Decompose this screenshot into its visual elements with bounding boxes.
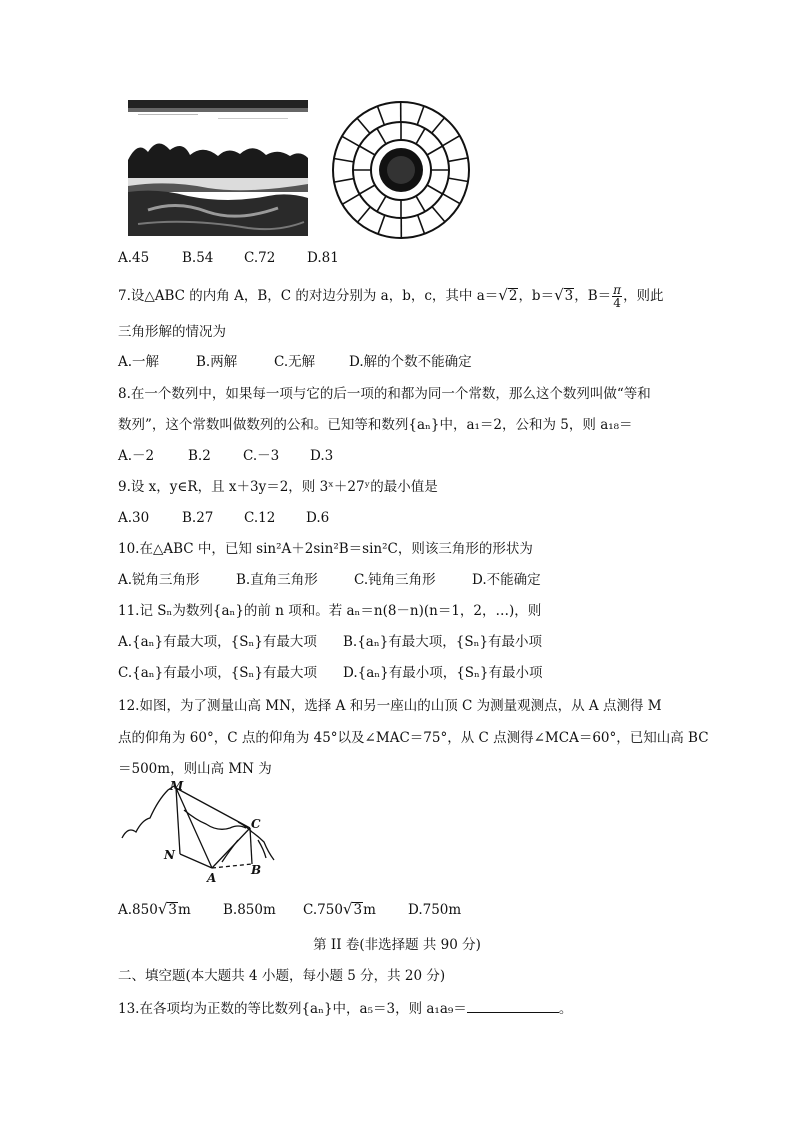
circle-spoke xyxy=(427,185,443,194)
q9-stem: 9.设 x，y∈R，且 x＋3y＝2，则 3ˣ＋27ʸ的最小值是 xyxy=(118,479,438,495)
q7-option-a: A.一解 xyxy=(118,354,160,370)
q11-options-row1 xyxy=(118,632,542,652)
circular-pattern-diagram xyxy=(330,99,472,241)
q7-line2: 三角形解的情况为 xyxy=(118,324,226,340)
q8-option-a: A.－2 xyxy=(118,448,155,464)
q12-line1: 12.如图，为了测量山高 MN，选择 A 和另一座山的山顶 C 为测量观测点，从 A 点测得 M xyxy=(118,698,662,714)
label-n: N xyxy=(164,848,175,862)
q12-option-a: A.850√3m xyxy=(118,900,191,918)
circle-spoke xyxy=(359,185,375,194)
q11-option-d: D.{aₙ}有最小项，{Sₙ}有最小项 xyxy=(343,665,543,681)
q11-options-row2 xyxy=(118,663,542,683)
q7-stem-pre: 7.设△ABC 的内角 A，B，C 的对边分别为 a，b，c，其中 a＝ xyxy=(118,288,499,304)
q7-fraction: $\frac{\pi}{4}$ xyxy=(613,283,622,310)
circle-spoke xyxy=(448,178,468,181)
circle-spoke xyxy=(443,194,460,204)
circle-spoke xyxy=(427,146,443,155)
circle-spoke xyxy=(359,146,375,155)
circle-spoke xyxy=(357,118,370,133)
q8-line1: 8.在一个数列中，如果每一项与它的后一项的和都为同一个常数，那么这个数列叫做“等和 xyxy=(118,386,651,402)
q10-option-c: C.钝角三角形 xyxy=(354,572,436,588)
q6-option-b: B.54 xyxy=(182,250,214,266)
q7-stem xyxy=(118,284,664,309)
q10-option-d: D.不能确定 xyxy=(472,572,541,588)
section2-heading: 二、填空题(本大题共 4 小题，每小题 5 分，共 20 分) xyxy=(118,968,446,984)
q7-options xyxy=(118,352,472,372)
label-c: C xyxy=(251,817,261,831)
q12-option-d: D.750m xyxy=(408,902,462,918)
q10-option-a: A.锐角三角形 xyxy=(118,572,200,588)
q13-stem xyxy=(118,998,572,1019)
q7-option-d: D.解的个数不能确定 xyxy=(349,354,472,370)
circle-spoke xyxy=(377,196,386,212)
circle-spoke xyxy=(334,179,354,183)
q9-options xyxy=(118,508,329,528)
label-m: M xyxy=(170,780,184,793)
q6-options xyxy=(118,248,339,268)
q12-options xyxy=(118,899,461,920)
q10-option-b: B.直角三角形 xyxy=(236,572,318,588)
circle-spoke xyxy=(442,136,459,146)
q7-sqrt-a: √2 xyxy=(498,286,518,304)
q11-option-b: B.{aₙ}有最大项，{Sₙ}有最小项 xyxy=(343,634,543,650)
q7-mid1: ，b＝ xyxy=(518,288,555,304)
label-a: A xyxy=(207,871,217,885)
q6-option-c: C.72 xyxy=(244,250,276,266)
circle-spoke xyxy=(358,207,371,222)
q7-option-c: C.无解 xyxy=(274,354,316,370)
circle-spoke xyxy=(334,158,354,161)
circle-spoke xyxy=(377,128,386,144)
circle-spoke xyxy=(418,215,425,234)
q8-line2: 数列”，这个常数叫做数列的公和。已知等和数列{aₙ}中，a₁＝2，公和为 5，则 a₁₈＝ xyxy=(118,417,633,433)
q13-stem-text: 13.在各项均为正数的等比数列{aₙ}中，a₅＝3，则 a₁a₉＝ xyxy=(118,1001,467,1017)
q13-end: 。 xyxy=(558,1001,573,1017)
q6-option-d: D.81 xyxy=(307,250,339,266)
section2-title: 第 II 卷(非选择题 共 90 分) xyxy=(313,937,481,953)
q8-option-b: B.2 xyxy=(188,448,211,464)
q9-option-a: A.30 xyxy=(118,510,150,526)
circle-spoke xyxy=(416,128,425,144)
q6-option-a: A.45 xyxy=(118,250,150,266)
q13-answer-blank[interactable] xyxy=(467,998,559,1013)
q11-option-a: A.{aₙ}有最大项，{Sₙ}有最大项 xyxy=(118,634,317,650)
circle-spoke xyxy=(432,118,445,133)
circle-spoke xyxy=(432,207,445,222)
mountain-measurement-figure xyxy=(118,780,283,886)
circle-spoke xyxy=(448,158,468,162)
q12-line3: ＝500m，则山高 MN 为 xyxy=(118,761,272,777)
q9-option-d: D.6 xyxy=(306,510,330,526)
q11-stem: 11.记 Sₙ为数列{aₙ}的前 n 项和。若 aₙ＝n(8－n)(n＝1，2，…)，则 xyxy=(118,603,542,619)
q12-option-c: C.750√3m xyxy=(303,900,376,918)
q9-option-b: B.27 xyxy=(182,510,214,526)
q9-option-c: C.12 xyxy=(244,510,276,526)
q7-mid2: ，B＝ xyxy=(574,288,612,304)
q7-sqrt-b: √3 xyxy=(554,286,574,304)
circle-spoke xyxy=(342,194,359,204)
q11-option-c: C.{aₙ}有最小项，{Sₙ}有最大项 xyxy=(118,665,317,681)
circle-spoke xyxy=(417,106,424,125)
circle-spoke xyxy=(377,106,384,125)
q10-options xyxy=(118,570,541,590)
q12-line2: 点的仰角为 60°，C 点的仰角为 45°以及∠MAC＝75°，从 C 点测得∠MCA＝60°，已知山高 BC xyxy=(118,730,709,746)
q7-stem-end: ，则此 xyxy=(623,288,664,304)
label-b: B xyxy=(251,863,262,877)
q8-options xyxy=(118,446,333,466)
q12-option-b: B.850m xyxy=(223,902,276,918)
circle-spoke xyxy=(378,215,385,234)
q10-stem: 10.在△ABC 中，已知 sin²A＋2sin²B＝sin²C，则该三角形的形状为 xyxy=(118,541,533,557)
q8-option-c: C.－3 xyxy=(243,448,280,464)
circle-spoke xyxy=(416,196,425,212)
q8-option-d: D.3 xyxy=(310,448,334,464)
circle-spoke xyxy=(342,136,359,146)
q7-option-b: B.两解 xyxy=(196,354,238,370)
landscape-photo xyxy=(128,100,308,236)
